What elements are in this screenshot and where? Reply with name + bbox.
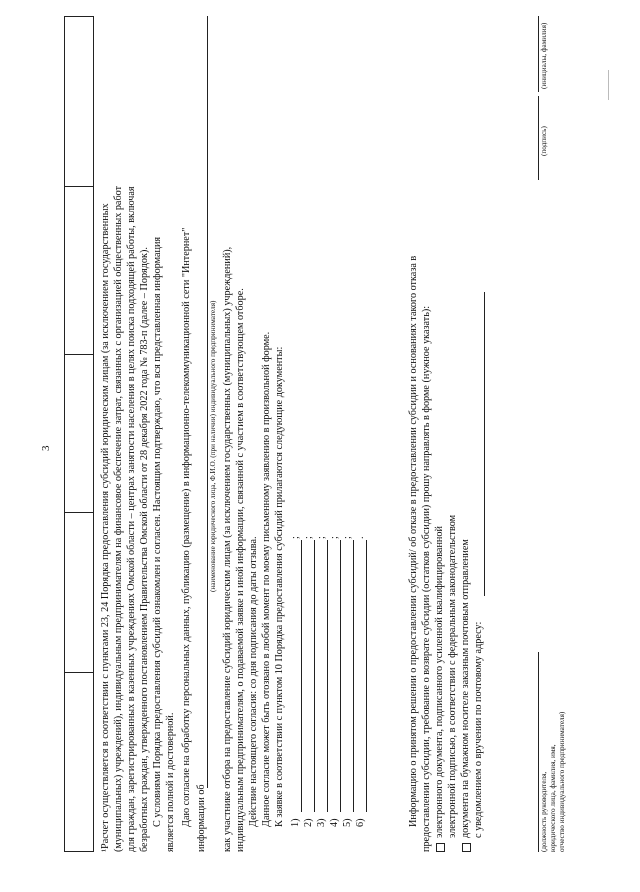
footnote-line: безработных граждан, утвержденного постановлением Правительства Омской области от 28 декабря 2022 года № 783-п (далее – Порядок).	[139, 247, 150, 852]
table-divider	[65, 186, 93, 187]
paragraph-attachments: К заявке в соответствии с пунктом 10 Порядка предоставления субсидий прилагаются следующие документы:	[274, 346, 285, 827]
checkbox-paper[interactable]	[462, 843, 471, 852]
list-item-line	[340, 540, 341, 812]
paragraph-conditions: является полной и достоверной.	[165, 712, 176, 852]
option-electronic-label: электронного документа, подписанного усиленной квалифицированной	[434, 526, 445, 838]
initials-caption: (инициалы, фамилия)	[540, 22, 548, 89]
paragraph-notification: предоставлении субсидии, требование о возврате субсидии (остатков субсидии) прошу направлять в форме (нужное указать):	[421, 305, 432, 852]
list-item-number: 4)	[329, 818, 340, 827]
page-number: 3	[40, 445, 52, 451]
option-electronic-label: электронной подписью, в соответствии с федеральным законодательством	[447, 514, 458, 838]
list-item-end: ;	[316, 536, 327, 539]
list-item-line	[353, 540, 354, 812]
header-table	[64, 16, 94, 852]
list-item-number: 5)	[342, 818, 353, 827]
signature-fill-line	[538, 96, 539, 180]
option-paper-label: документа на бумажном носителе заказным почтовым отправлением	[460, 539, 471, 838]
paragraph-notification: Информацию о принятом решении о предоставлении субсидий/ об отказе в предоставлении субсидии и основаниях такого отказа в	[408, 255, 419, 827]
paragraph-consent: Даю согласие на обработку персональных данных, публикацию (размещение) в информационно-телекоммуникационной сети "Интернет"	[181, 227, 192, 827]
table-divider	[65, 354, 93, 355]
list-item-end: .	[355, 536, 366, 539]
list-item-end: ;	[342, 536, 353, 539]
position-fill-line	[538, 652, 539, 852]
position-caption: отчество индивидуального предпринимателя)	[558, 711, 566, 852]
footnote-line: для граждан, зарегистрированных в казенных учреждениях Омской области – центрах занятости населения в целях поиска подходящей работы, включая	[126, 186, 137, 852]
paragraph-revocation: Данное согласие может быть отозвано в любой момент по моему письменному заявлению в произвольной форме.	[261, 331, 272, 827]
name-caption: (наименование юридического лица, Ф.И.О. (при наличии) индивидуального предпринимателя)	[209, 300, 217, 592]
list-item-number: 6)	[355, 818, 366, 827]
checkbox-electronic[interactable]	[436, 843, 445, 852]
list-item-line	[366, 540, 367, 812]
option-paper-label: с уведомлением о вручении по почтовому адресу:	[473, 621, 484, 838]
list-item-line	[327, 540, 328, 812]
signature-caption: (подпись)	[540, 126, 548, 156]
name-initials-fill-line	[538, 16, 539, 92]
name-fill-line	[207, 16, 208, 788]
paragraph-conditions: С условиями Порядка предоставления субсидий ознакомлен и согласен. Настоящим подтверждаю, что вся представленная информация	[152, 236, 163, 827]
position-caption: (должность руководителя,	[540, 771, 548, 852]
paragraph-participant: индивидуальным предпринимателям, о подаваемой заявке и иной информации, связанной с участием в соответствующем отборе.	[235, 288, 246, 852]
address-fill-line	[484, 292, 485, 596]
list-item-end: ;	[290, 536, 301, 539]
list-item-line	[301, 540, 302, 812]
table-divider	[65, 672, 93, 673]
position-caption: юридического лица, фамилия, имя,	[549, 744, 557, 852]
paragraph-participant: как участнике отбора на предоставление субсидий юридическим лицам (за исключением государственных (муниципальных) учреждений),	[222, 246, 233, 852]
list-item-number: 2)	[303, 818, 314, 827]
footnote-line: (муниципальных) учреждений), индивидуальным предпринимателям на финансовое обеспечение затрат, связанных с организацией общественных работ	[113, 185, 124, 852]
list-item-line	[314, 540, 315, 812]
list-item-number: 1)	[290, 818, 301, 827]
list-item-end: ;	[303, 536, 314, 539]
list-item-number: 3)	[316, 818, 327, 827]
paragraph-validity: Действие настоящего согласия: со дня подписания до даты отзыва.	[248, 536, 259, 827]
table-divider	[65, 512, 93, 513]
footnote-line: ¹Расчет осуществляется в соответствии с пунктами 23, 24 Порядка предоставления субсидий юридическим лицам (за исключением государственных	[100, 203, 111, 852]
list-item-end: ;	[329, 536, 340, 539]
consent-prefix: информации об	[196, 784, 207, 852]
